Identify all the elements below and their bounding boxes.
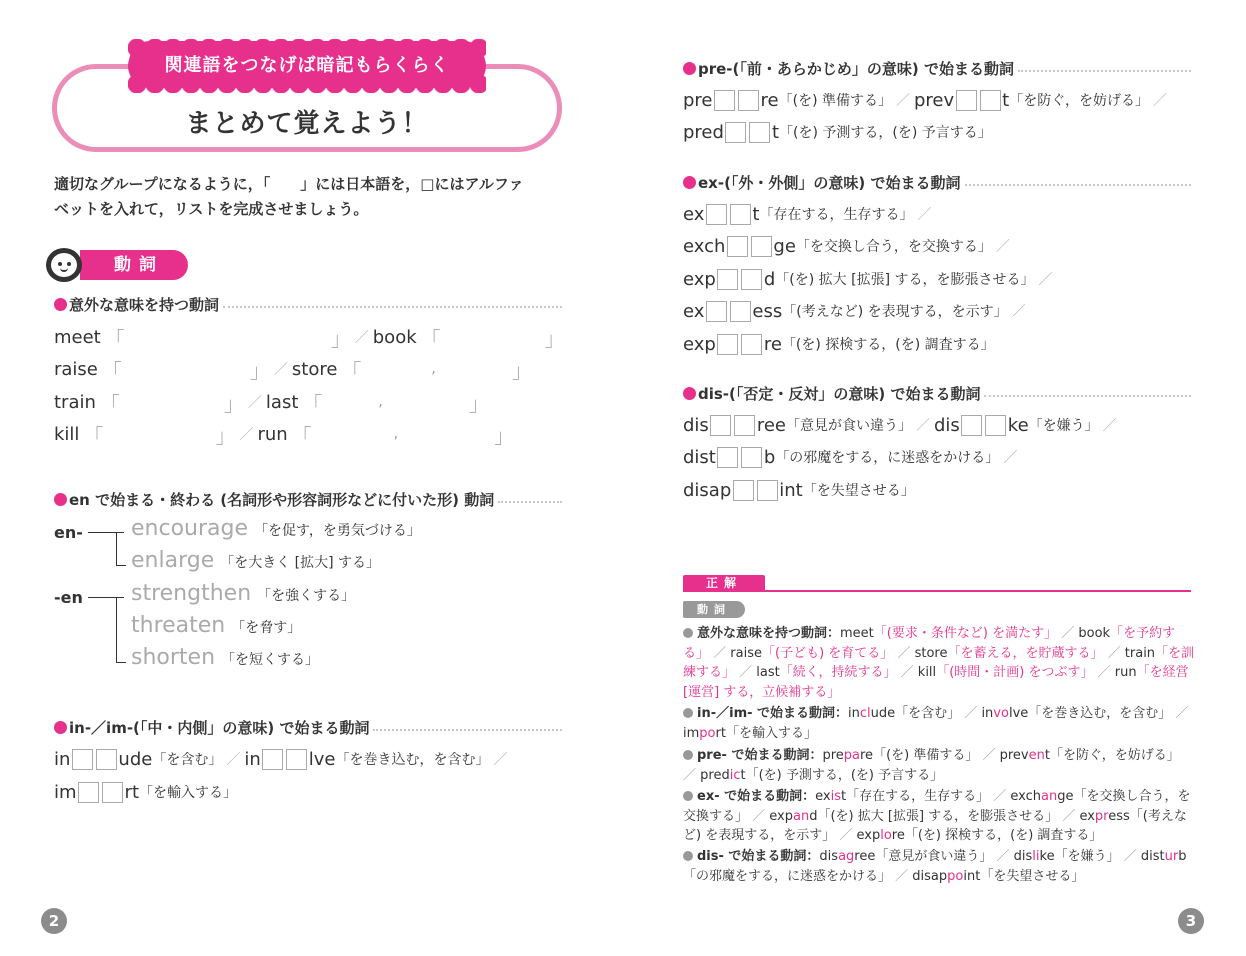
mascot-face-icon	[46, 248, 82, 282]
bullet-icon	[683, 791, 693, 801]
fill-row: im rt 「を輸入する」	[54, 781, 238, 803]
bullet-icon	[683, 750, 693, 760]
suffix-label-en: -en	[54, 588, 83, 607]
letter-box[interactable]	[286, 749, 307, 770]
fill-row: ex t 「存在する，生存する」 ／	[683, 203, 932, 225]
fill-row: ex ess 「(考えなど) を表現する，を示す」 ／	[683, 300, 1026, 322]
bullet-dot-icon	[683, 62, 696, 75]
instructions	[54, 172, 574, 222]
tree-word: threaten 「を脅す」	[131, 613, 302, 638]
banner-subtitle: 関連語をつなげば暗記もらくらく	[128, 44, 486, 88]
bullet-dot-icon	[683, 176, 696, 189]
letter-box[interactable]	[725, 122, 746, 143]
category-heading-in-im: in-／im-(「中・内側」の意味) で始まる動詞	[54, 717, 562, 738]
letter-box[interactable]	[985, 415, 1006, 436]
letter-box[interactable]	[757, 480, 778, 501]
section-tab-verbs	[44, 248, 194, 282]
fill-row: exp re 「(を) 探検する，(を) 調査する」	[683, 333, 995, 355]
category-heading-en: en で始まる・終わる (名詞形や形容詞形などに付いた形) 動詞	[54, 489, 562, 510]
tree-word: encourage 「を促す，を勇気づける」	[131, 516, 421, 541]
page-title: まとめて覚えよう！	[185, 109, 429, 139]
word-train: train	[54, 391, 96, 413]
word-raise: raise	[54, 358, 98, 380]
answer-unexpected: 意外な意味を持つ動詞：meet「(要求・条件など) を満たす」 ／ book「を予約する」 ／ raise「(子ども) を育てる」 ／ store「を蓄える，を貯蔵する」 ／ train「を訓練する」 ／ last「続く，持続する」 ／ kill「(時間・計画) をつぶす」 ／ run「を経営 [運営] する，立候補する」	[683, 626, 1195, 700]
instructions-line-1: 適切なグループになるように，「 」には日本語を，□にはアルファ	[54, 175, 524, 193]
fill-row: exch ge 「を交換し合う，を交換する」 ／	[683, 235, 1010, 257]
dotted-leader	[965, 184, 1191, 186]
fill-row: meet 「 」 ／ book 「 」	[54, 326, 565, 351]
dotted-leader	[223, 306, 562, 308]
answer-in-im: in-／im- で始まる動詞：include「を含む」 ／ involve「を巻き込む，を含む」 ／ import「を輸入する」	[683, 706, 1189, 741]
fill-row: pre re 「(を) 準備する」 ／ prev t 「を防ぐ，を妨げる」 ／	[683, 89, 1167, 111]
letter-box[interactable]	[980, 90, 1001, 111]
bullet-dot-icon	[54, 298, 67, 311]
letter-box[interactable]	[706, 301, 727, 322]
letter-box[interactable]	[717, 334, 738, 355]
prefix-label-en: en-	[54, 523, 83, 542]
tree-word: enlarge 「を大きく [拡大] する」	[131, 548, 381, 573]
letter-box[interactable]	[727, 236, 748, 257]
fill-row: kill 「 」 ／ run 「 , 」	[54, 423, 515, 448]
word-run: run	[257, 423, 288, 445]
letter-box[interactable]	[96, 749, 117, 770]
category-heading-unexpected: 意外な意味を持つ動詞	[54, 294, 562, 315]
letter-box[interactable]	[738, 90, 759, 111]
letter-box[interactable]	[733, 480, 754, 501]
dotted-leader	[1018, 70, 1191, 72]
letter-box[interactable]	[717, 447, 738, 468]
fill-row: pred t 「(を) 予測する，(を) 予言する」	[683, 121, 992, 143]
letter-box[interactable]	[714, 90, 735, 111]
letter-box[interactable]	[741, 447, 762, 468]
word-store: store	[291, 358, 338, 380]
bullet-dot-icon	[54, 721, 67, 734]
letter-box[interactable]	[961, 415, 982, 436]
fill-row: raise 「 」 ／ store 「 , 」	[54, 358, 532, 383]
letter-box[interactable]	[706, 204, 727, 225]
answer-ex: ex- で始まる動詞：exist「存在する，生存する」 ／ exchange「を交換し合う，を交換する」 ／ expand「(を) 拡大 [拡張] する，を膨張させる」 ／ express「(考えなど) を表現する，を示す」 ／ explore「(を) 探検する，(を) 調査する」	[683, 789, 1191, 843]
word-meet: meet	[54, 326, 101, 348]
right-page	[623, 0, 1246, 956]
fill-row: dis ree 「意見が食い違う」 ／ dis ke 「を嫌う」 ／	[683, 414, 1117, 436]
fill-row: exp d 「(を) 拡大 [拡張] する，を膨張させる」 ／	[683, 268, 1053, 290]
letter-box[interactable]	[72, 749, 93, 770]
answer-pre: pre- で始まる動詞：prepare「(を) 準備する」 ／ prevent「を防ぐ，を妨げる」 ／ predict「(を) 予測する，(を) 予言する」	[683, 748, 1180, 783]
letter-box[interactable]	[741, 269, 762, 290]
letter-box[interactable]	[78, 782, 99, 803]
answer-dis: dis- で始まる動詞：disagree「意見が食い違う」 ／ dislike「を嫌う」 ／ disturb「の邪魔をする，に迷惑をかける」 ／ disappoint「を失望させる」	[683, 849, 1187, 884]
bullet-dot-icon	[683, 387, 696, 400]
letter-box[interactable]	[734, 415, 755, 436]
tree-connector	[116, 597, 126, 663]
letter-box[interactable]	[751, 236, 772, 257]
page-number: 3	[1178, 908, 1204, 934]
section-tab-label: 動詞	[80, 250, 188, 280]
bullet-icon	[683, 708, 693, 718]
answer-tab: 正解	[683, 575, 765, 592]
fill-row: dist b 「の邪魔をする，に迷惑をかける」 ／	[683, 446, 1018, 468]
letter-box[interactable]	[956, 90, 977, 111]
letter-box[interactable]	[262, 749, 283, 770]
letter-box[interactable]	[102, 782, 123, 803]
word-book: book	[372, 326, 417, 348]
fill-row: disap int 「を失望させる」	[683, 479, 915, 501]
dotted-leader	[984, 395, 1191, 397]
fill-row: train 「 」 ／ last 「 , 」	[54, 391, 489, 416]
letter-box[interactable]	[749, 122, 770, 143]
dotted-leader	[373, 729, 562, 731]
letter-box[interactable]	[717, 269, 738, 290]
answer-subtab: 動詞	[683, 601, 745, 618]
word-last: last	[265, 391, 299, 413]
category-heading-dis: dis-(「否定・反対」の意味) で始まる動詞	[683, 383, 1191, 404]
tree-word: shorten 「を短くする」	[131, 645, 320, 670]
bullet-icon	[683, 851, 693, 861]
page-number: 2	[41, 908, 67, 934]
tree-connector	[116, 532, 126, 566]
fill-row: in ude 「を含む」 ／ in lve 「を巻き込む，を含む」 ／	[54, 748, 508, 770]
letter-box[interactable]	[741, 334, 762, 355]
category-heading-pre: pre-(「前・あらかじめ」の意味) で始まる動詞	[683, 58, 1191, 79]
letter-box[interactable]	[730, 204, 751, 225]
category-heading-ex: ex-(「外・外側」の意味) で始まる動詞	[683, 172, 1191, 193]
instructions-line-2: ベットを入れて，リストを完成させましょう。	[54, 200, 369, 218]
letter-box[interactable]	[710, 415, 731, 436]
bullet-dot-icon	[54, 493, 67, 506]
answer-rule	[683, 590, 1191, 592]
word-kill: kill	[54, 423, 80, 445]
dotted-leader	[498, 501, 562, 503]
tree-word: strengthen 「を強くする」	[131, 581, 356, 606]
bullet-icon	[683, 628, 693, 638]
letter-box[interactable]	[730, 301, 751, 322]
